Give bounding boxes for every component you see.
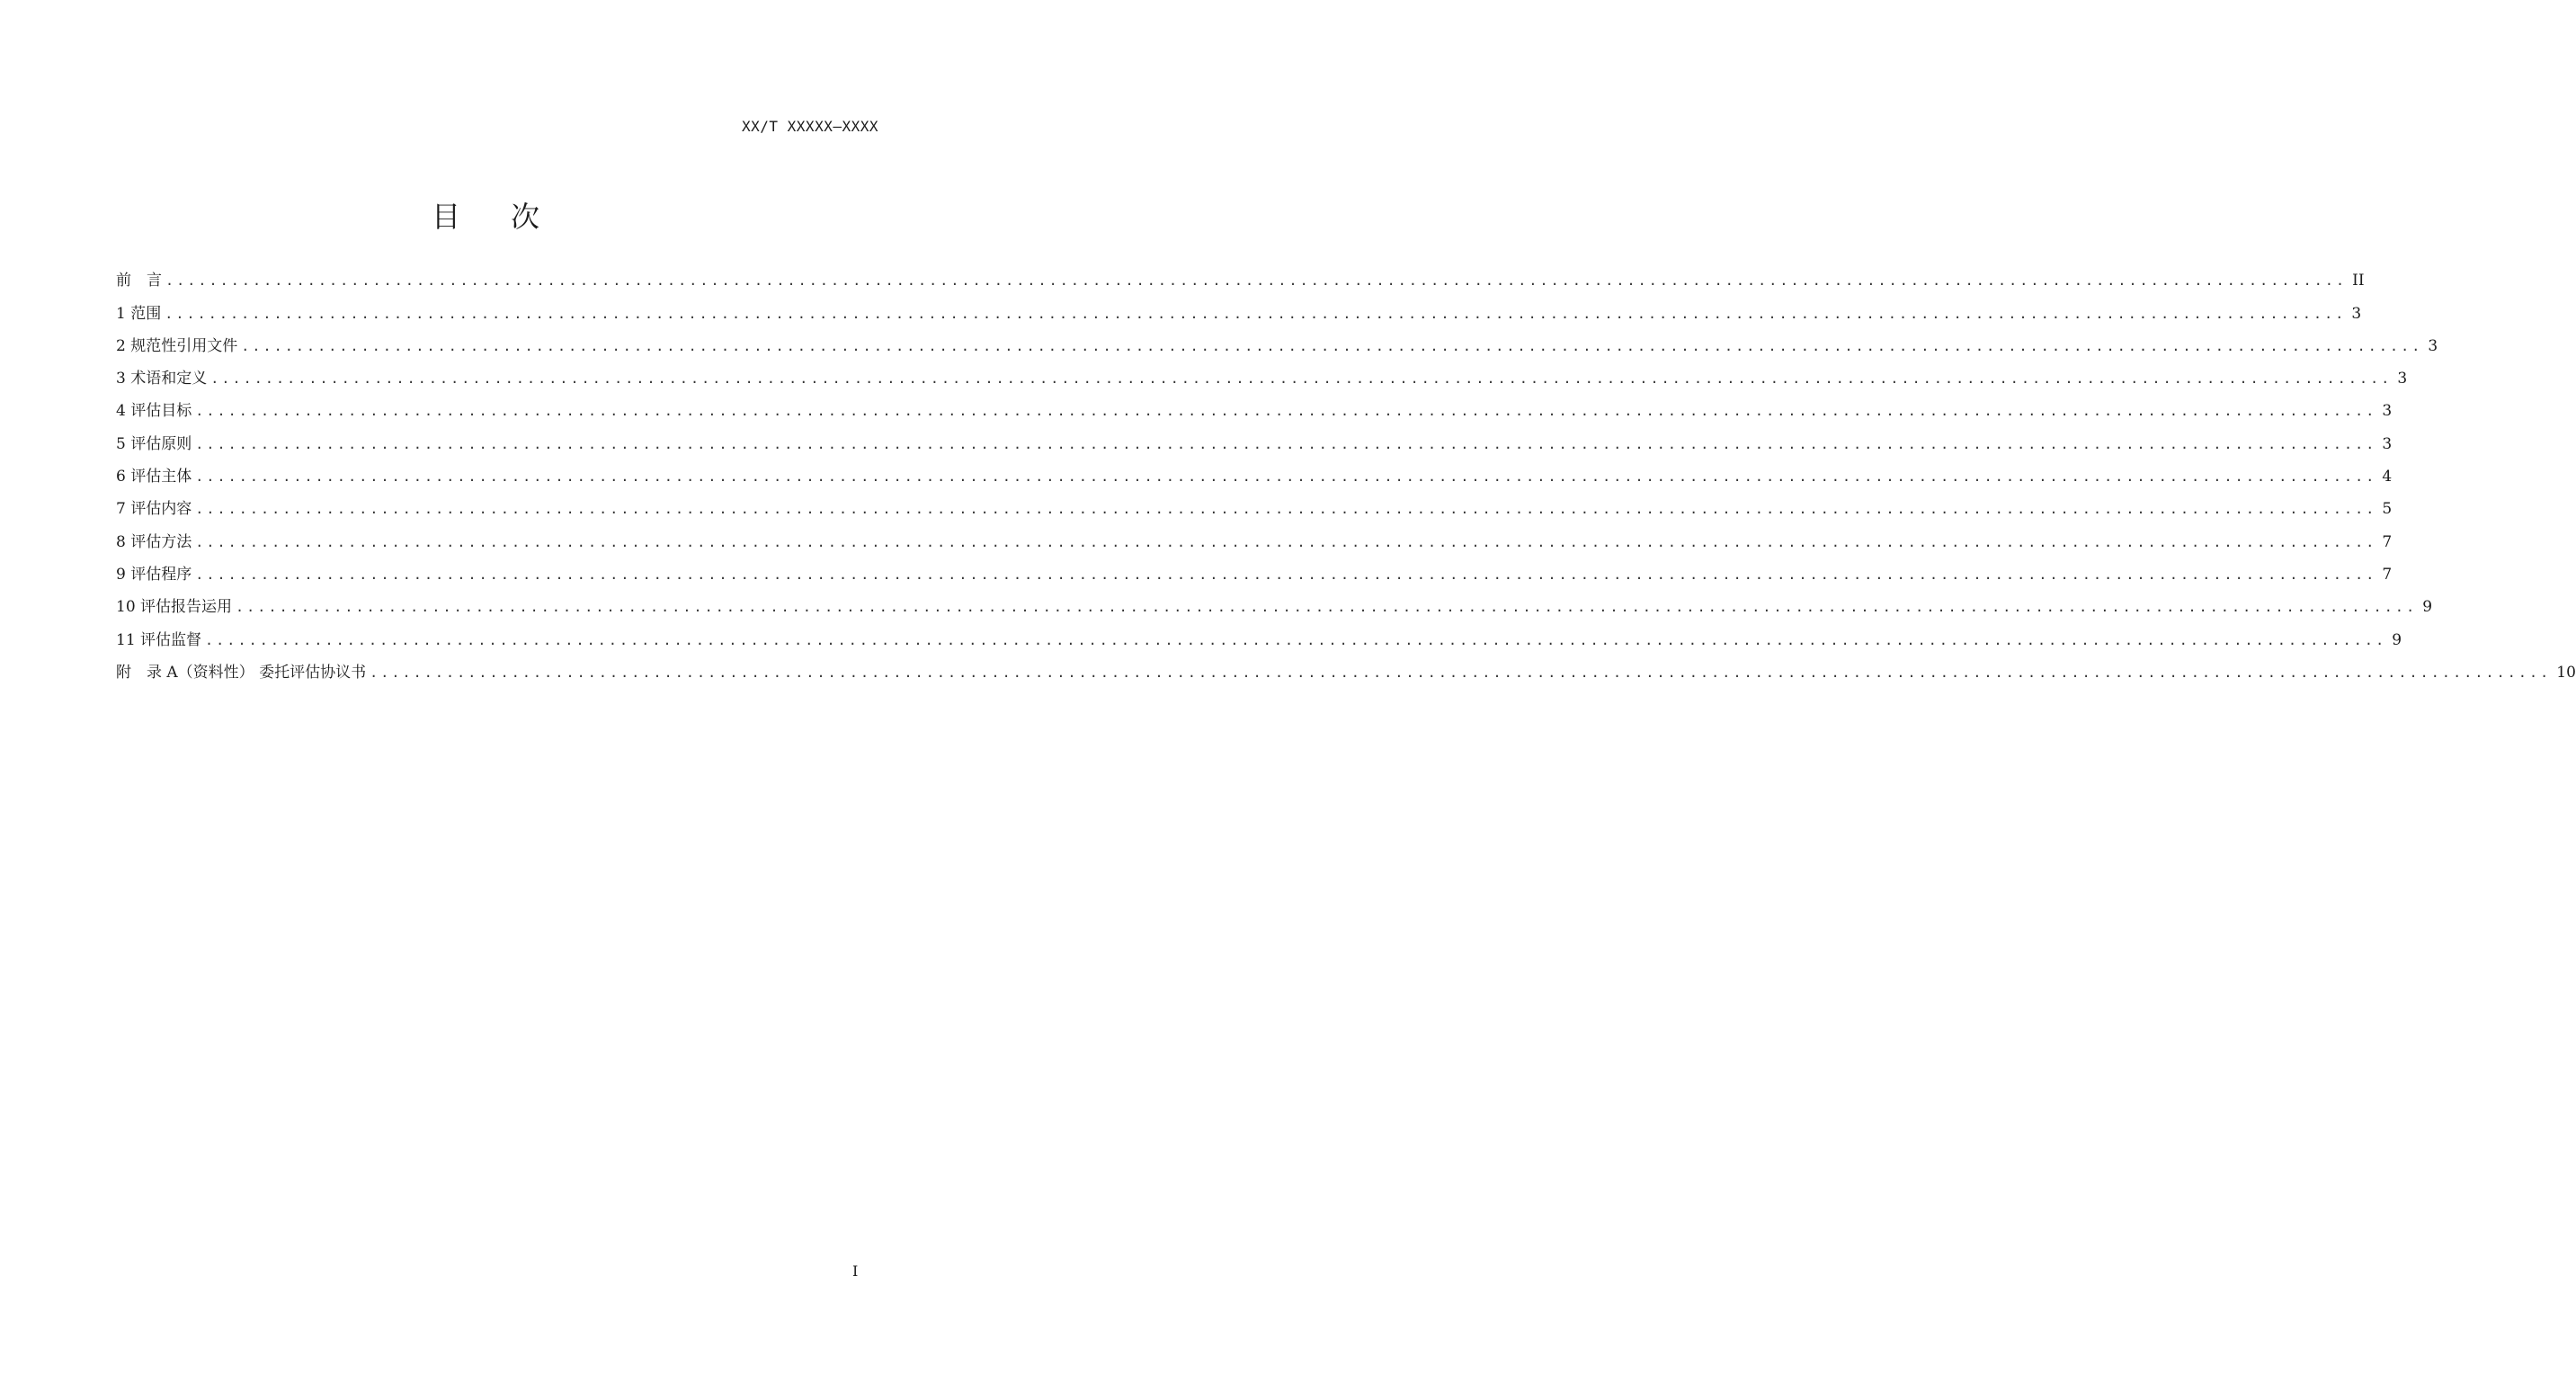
dot-leader: ........................................................................................................................................................................................................	[236, 599, 2418, 616]
toc-entry-page: 3	[2428, 336, 2438, 355]
toc-entry-label: 4 评估目标	[116, 402, 192, 421]
toc-entry-page: 3	[2397, 370, 2408, 388]
page-number: I	[852, 1262, 859, 1280]
dot-leader: ........................................................................................................................................................................................................	[195, 435, 2377, 452]
toc-entry-1[interactable]	[116, 297, 2362, 329]
toc-entry-label: 3 术语和定义	[116, 370, 208, 388]
dot-leader: ........................................................................................................................................................................................................	[210, 370, 2393, 388]
toc-entry-7[interactable]	[116, 493, 2393, 525]
toc-entry-label: 7 评估内容	[116, 500, 192, 519]
dot-leader: ........................................................................................................................................................................................................	[195, 468, 2377, 486]
toc-entry-appendix-a[interactable]	[116, 656, 2576, 689]
toc-entry-label: 8 评估方法	[116, 532, 192, 551]
toc-entry-4[interactable]	[116, 395, 2393, 427]
toc-entry-page: 10	[2556, 663, 2576, 682]
toc-entry-preface[interactable]	[116, 264, 2365, 297]
toc-entry-5[interactable]	[116, 427, 2393, 459]
page-title-left: 目	[431, 200, 460, 234]
dot-leader: ........................................................................................................................................................................................................	[370, 664, 2552, 681]
toc-entry-page: 3	[2382, 402, 2393, 421]
toc-entry-label: 5 评估原则	[116, 434, 192, 453]
toc-entry-label: 11 评估监督	[116, 630, 202, 649]
page-title-right: 次	[511, 200, 540, 234]
toc-entry-page: 3	[2382, 434, 2393, 453]
toc-entry-page: 7	[2382, 532, 2393, 551]
toc-entry-11[interactable]	[116, 623, 2402, 656]
toc-entry-page: 4	[2382, 468, 2393, 486]
table-of-contents	[116, 264, 2576, 689]
toc-entry-label: 附 录 A（资料性） 委托评估协议书	[116, 663, 367, 682]
dot-leader: ........................................................................................................................................................................................................	[195, 533, 2377, 550]
toc-entry-label: 1 范围	[116, 304, 162, 323]
toc-entry-6[interactable]	[116, 460, 2393, 493]
toc-entry-page: 9	[2422, 598, 2433, 617]
page-title	[0, 194, 971, 236]
dot-leader: ........................................................................................................................................................................................................	[241, 337, 2423, 354]
toc-entry-3[interactable]	[116, 362, 2408, 395]
standard-code: XX/T XXXXX—XXXX	[742, 118, 878, 135]
dot-leader: ........................................................................................................................................................................................................	[205, 631, 2387, 648]
toc-entry-8[interactable]	[116, 525, 2393, 558]
toc-entry-label: 10 评估报告运用	[116, 598, 233, 617]
dot-leader: ........................................................................................................................................................................................................	[195, 566, 2377, 583]
toc-entry-page: 9	[2392, 630, 2402, 649]
toc-entry-label: 2 规范性引用文件	[116, 336, 238, 355]
toc-entry-9[interactable]	[116, 558, 2393, 591]
toc-entry-2[interactable]	[116, 330, 2438, 362]
toc-entry-label: 前 言	[116, 272, 162, 290]
toc-entry-10[interactable]	[116, 591, 2433, 623]
toc-entry-label: 9 评估程序	[116, 565, 192, 584]
toc-entry-label: 6 评估主体	[116, 468, 192, 486]
toc-entry-page: 3	[2351, 304, 2362, 323]
dot-leader: ........................................................................................................................................................................................................	[165, 305, 2347, 322]
dot-leader: ........................................................................................................................................................................................................	[195, 403, 2377, 420]
toc-entry-page: 7	[2382, 565, 2393, 584]
toc-entry-page: 5	[2382, 500, 2393, 519]
toc-entry-page: II	[2352, 272, 2365, 290]
dot-leader: ........................................................................................................................................................................................................	[165, 272, 2348, 290]
dot-leader: ........................................................................................................................................................................................................	[195, 501, 2377, 518]
